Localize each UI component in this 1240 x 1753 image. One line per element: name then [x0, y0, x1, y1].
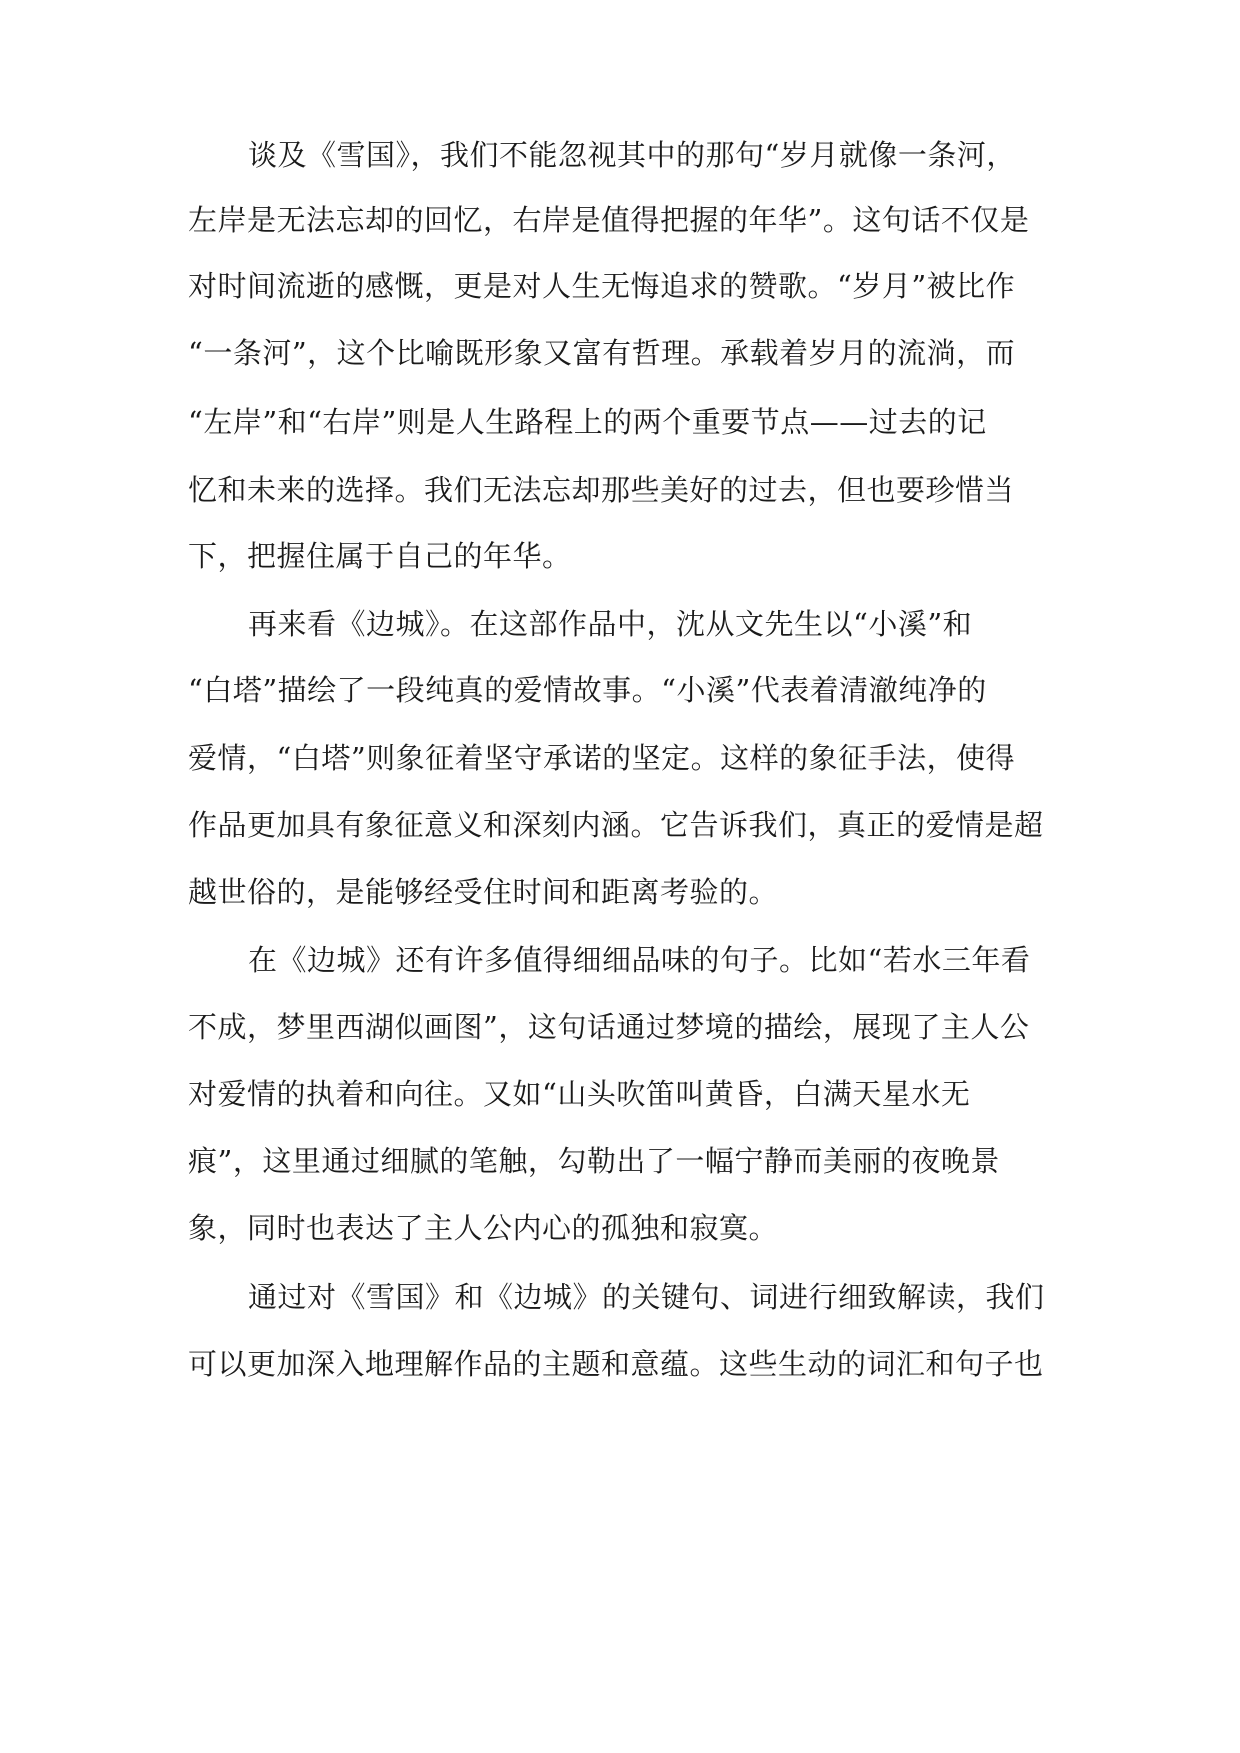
- paragraph-1-line-3: 对时间流逝的感慨，更是对人生无悔追求的赞歌。“岁月”被比作: [188, 269, 1016, 303]
- paragraph-2-line-3: 爱情，“白塔”则象征着坚守承诺的坚定。这样的象征手法，使得: [188, 741, 1016, 775]
- paragraph-1-line-4: “一条河”，这个比喻既形象又富有哲理。承载着岁月的流淌，而: [188, 336, 1016, 370]
- paragraph-2-line-5: 越世俗的，是能够经受住时间和距离考验的。: [188, 875, 779, 909]
- paragraph-1-line-2: 左岸是无法忘却的回忆，右岸是值得把握的年华”。这句话不仅是: [188, 203, 1030, 237]
- paragraph-3-line-1: 在《边城》还有许多值得细细品味的句子。比如“若水三年看: [248, 943, 1031, 977]
- paragraph-4-line-2: 可以更加深入地理解作品的主题和意蕴。这些生动的词汇和句子也: [188, 1347, 1044, 1381]
- paragraph-3-line-2: 不成，梦里西湖似画图”，这句话通过梦境的描绘，展现了主人公: [188, 1010, 1030, 1044]
- paragraph-2-line-4: 作品更加具有象征意义和深刻内涵。它告诉我们，真正的爱情是超: [188, 808, 1044, 842]
- paragraph-3-line-4: 痕”，这里通过细腻的笔触，勾勒出了一幅宁静而美丽的夜晚景: [188, 1144, 1000, 1178]
- paragraph-3-line-3: 对爱情的执着和向往。又如“山头吹笛叫黄昏，白满天星水无: [188, 1077, 971, 1111]
- paragraph-1-line-7: 下，把握住属于自己的年华。: [188, 539, 572, 573]
- paragraph-3-line-5: 象，同时也表达了主人公内心的孤独和寂寞。: [188, 1211, 779, 1245]
- paragraph-1-line-5: “左岸”和“右岸”则是人生路程上的两个重要节点——过去的记: [188, 405, 987, 439]
- paragraph-1-line-1: 谈及《雪国》，我们不能忽视其中的那句“岁月就像一条河，: [248, 138, 1016, 172]
- paragraph-4-line-1: 通过对《雪国》和《边城》的关键句、词进行细致解读，我们: [248, 1280, 1045, 1314]
- paragraph-2-line-1: 再来看《边城》。在这部作品中，沈从文先生以“小溪”和: [248, 607, 973, 641]
- paragraph-2-line-2: “白塔”描绘了一段纯真的爱情故事。“小溪”代表着清澈纯净的: [188, 673, 987, 707]
- paragraph-1-line-6: 忆和未来的选择。我们无法忘却那些美好的过去，但也要珍惜当: [188, 473, 1015, 507]
